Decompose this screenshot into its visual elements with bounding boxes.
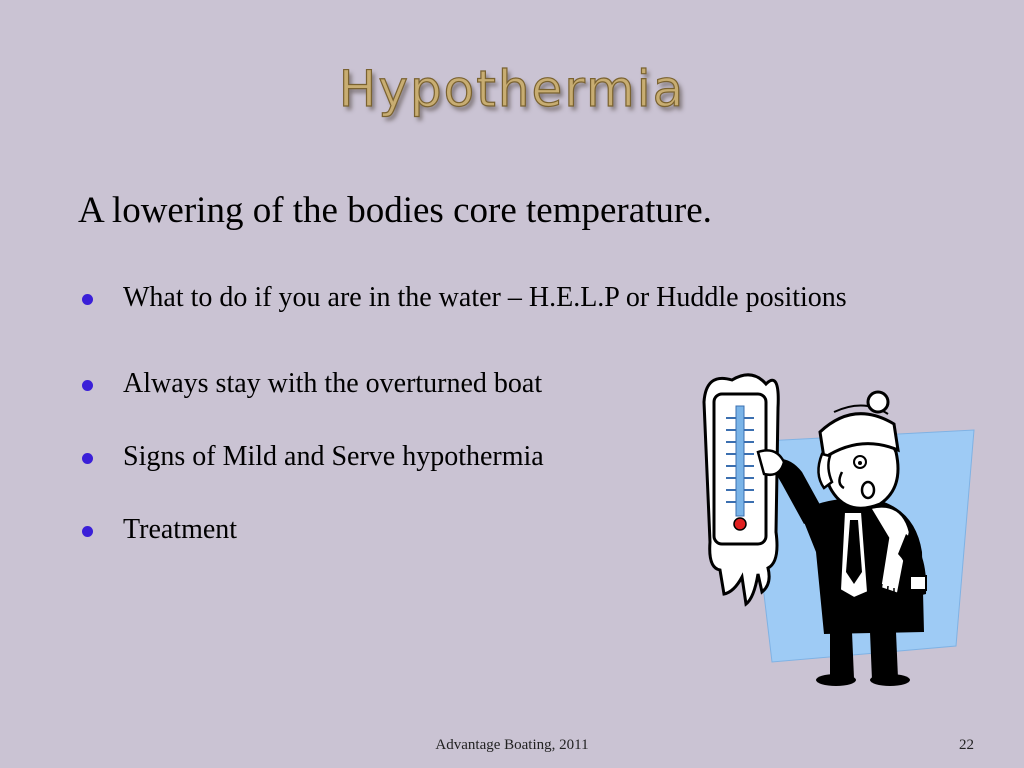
bullet-item <box>78 280 968 316</box>
bullet-dot-icon <box>82 380 93 391</box>
bullet-text: Signs of Mild and Serve hypothermia <box>123 441 544 472</box>
bullet-dot-icon <box>82 526 93 537</box>
bullet-text: What to do if you are in the water – H.E.L.P or Huddle positions <box>123 282 847 313</box>
bullet-dot-icon <box>82 294 93 305</box>
bullet-text: Always stay with the overturned boat <box>123 368 543 399</box>
bullet-item <box>78 439 738 475</box>
page-number: 22 <box>959 737 974 753</box>
bullet-dot-icon <box>82 453 93 464</box>
slide-subtitle: A lowering of the bodies core temperature. <box>78 190 712 231</box>
bullet-item <box>78 366 738 402</box>
bullet-item <box>78 512 738 548</box>
footer-text: Advantage Boating, 2011 <box>435 737 589 753</box>
slide-title: Hypothermia <box>338 60 686 118</box>
cold-man-thermometer-icon <box>684 362 984 692</box>
bullet-text: Treatment <box>123 514 238 545</box>
